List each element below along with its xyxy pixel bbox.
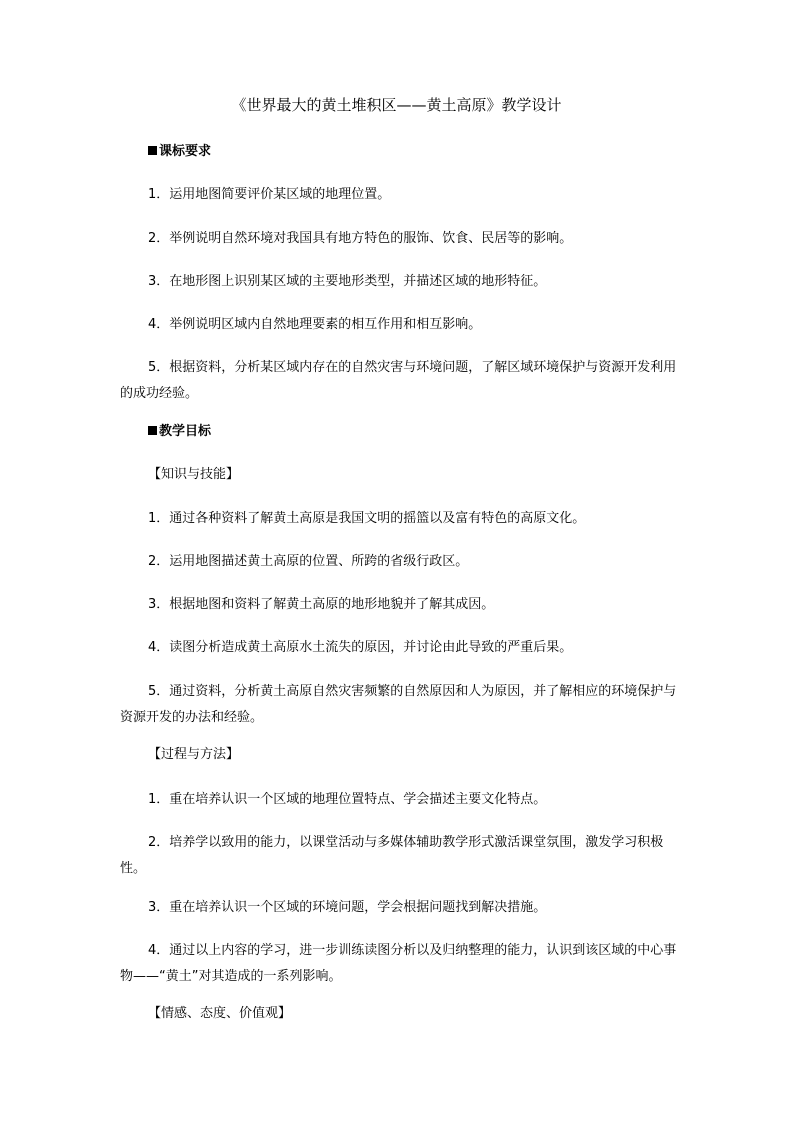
- process-item-3: 3．重在培养认识一个区域的环境问题，学会根据问题找到解决措施。: [148, 900, 547, 915]
- section-heading-label: 课标要求: [159, 144, 212, 159]
- subsection-label-knowledge: 【知识与技能】: [148, 467, 240, 482]
- section-heading-objectives: [148, 421, 211, 443]
- subsection-label-process: 【过程与方法】: [148, 747, 240, 762]
- curriculum-item-2: 2．举例说明自然环境对我国具有地方特色的服饰、饮食、民居等的影响。: [148, 231, 573, 246]
- process-item-2: 2．培养学以致用的能力，以课堂活动与多媒体辅助教学形式激活课堂氛围，激发学习积极性。: [120, 835, 664, 876]
- subsection-label-values: 【情感、态度、价值观】: [148, 1006, 292, 1021]
- curriculum-item-5: 5．根据资料，分析某区域内存在的自然灾害与环境问题，了解区域环境保护与资源开发利用的成功经验。: [120, 360, 677, 401]
- knowledge-item-5: 5．通过资料，分析黄土高原自然灾害频繁的自然原因和人为原因，并了解相应的环境保护与资源开发的办法和经验。: [120, 684, 677, 725]
- curriculum-item-3: 3．在地形图上识别某区域的主要地形类型，并描述区域的地形特征。: [148, 274, 547, 289]
- square-bullet-icon: [148, 146, 157, 155]
- square-bullet-icon: [148, 426, 157, 435]
- knowledge-item-1: 1．通过各种资料了解黄土高原是我国文明的摇篮以及富有特色的高原文化。: [148, 511, 586, 526]
- document-title: 《世界最大的黄土堆积区——黄土高原》教学设计: [231, 96, 562, 114]
- process-item-1: 1．重在培养认识一个区域的地理位置特点、学会描述主要文化特点。: [148, 792, 547, 807]
- knowledge-item-3: 3．根据地图和资料了解黄土高原的地形地貌并了解其成因。: [148, 597, 495, 612]
- knowledge-item-4: 4．读图分析造成黄土高原水土流失的原因，并讨论由此导致的严重后果。: [148, 640, 573, 655]
- section-heading-curriculum: [148, 141, 211, 163]
- curriculum-item-4: 4．举例说明区域内自然地理要素的相互作用和相互影响。: [148, 317, 482, 332]
- curriculum-item-1: 1．运用地图简要评价某区域的地理位置。: [148, 187, 391, 202]
- knowledge-item-2: 2．运用地图描述黄土高原的位置、所跨的省级行政区。: [148, 554, 469, 569]
- process-item-4: 4．通过以上内容的学习，进一步训练读图分析以及归纳整理的能力，认识到该区域的中心事物——“黄土”对其造成的一系列影响。: [120, 943, 677, 984]
- section-heading-label: 教学目标: [159, 424, 212, 439]
